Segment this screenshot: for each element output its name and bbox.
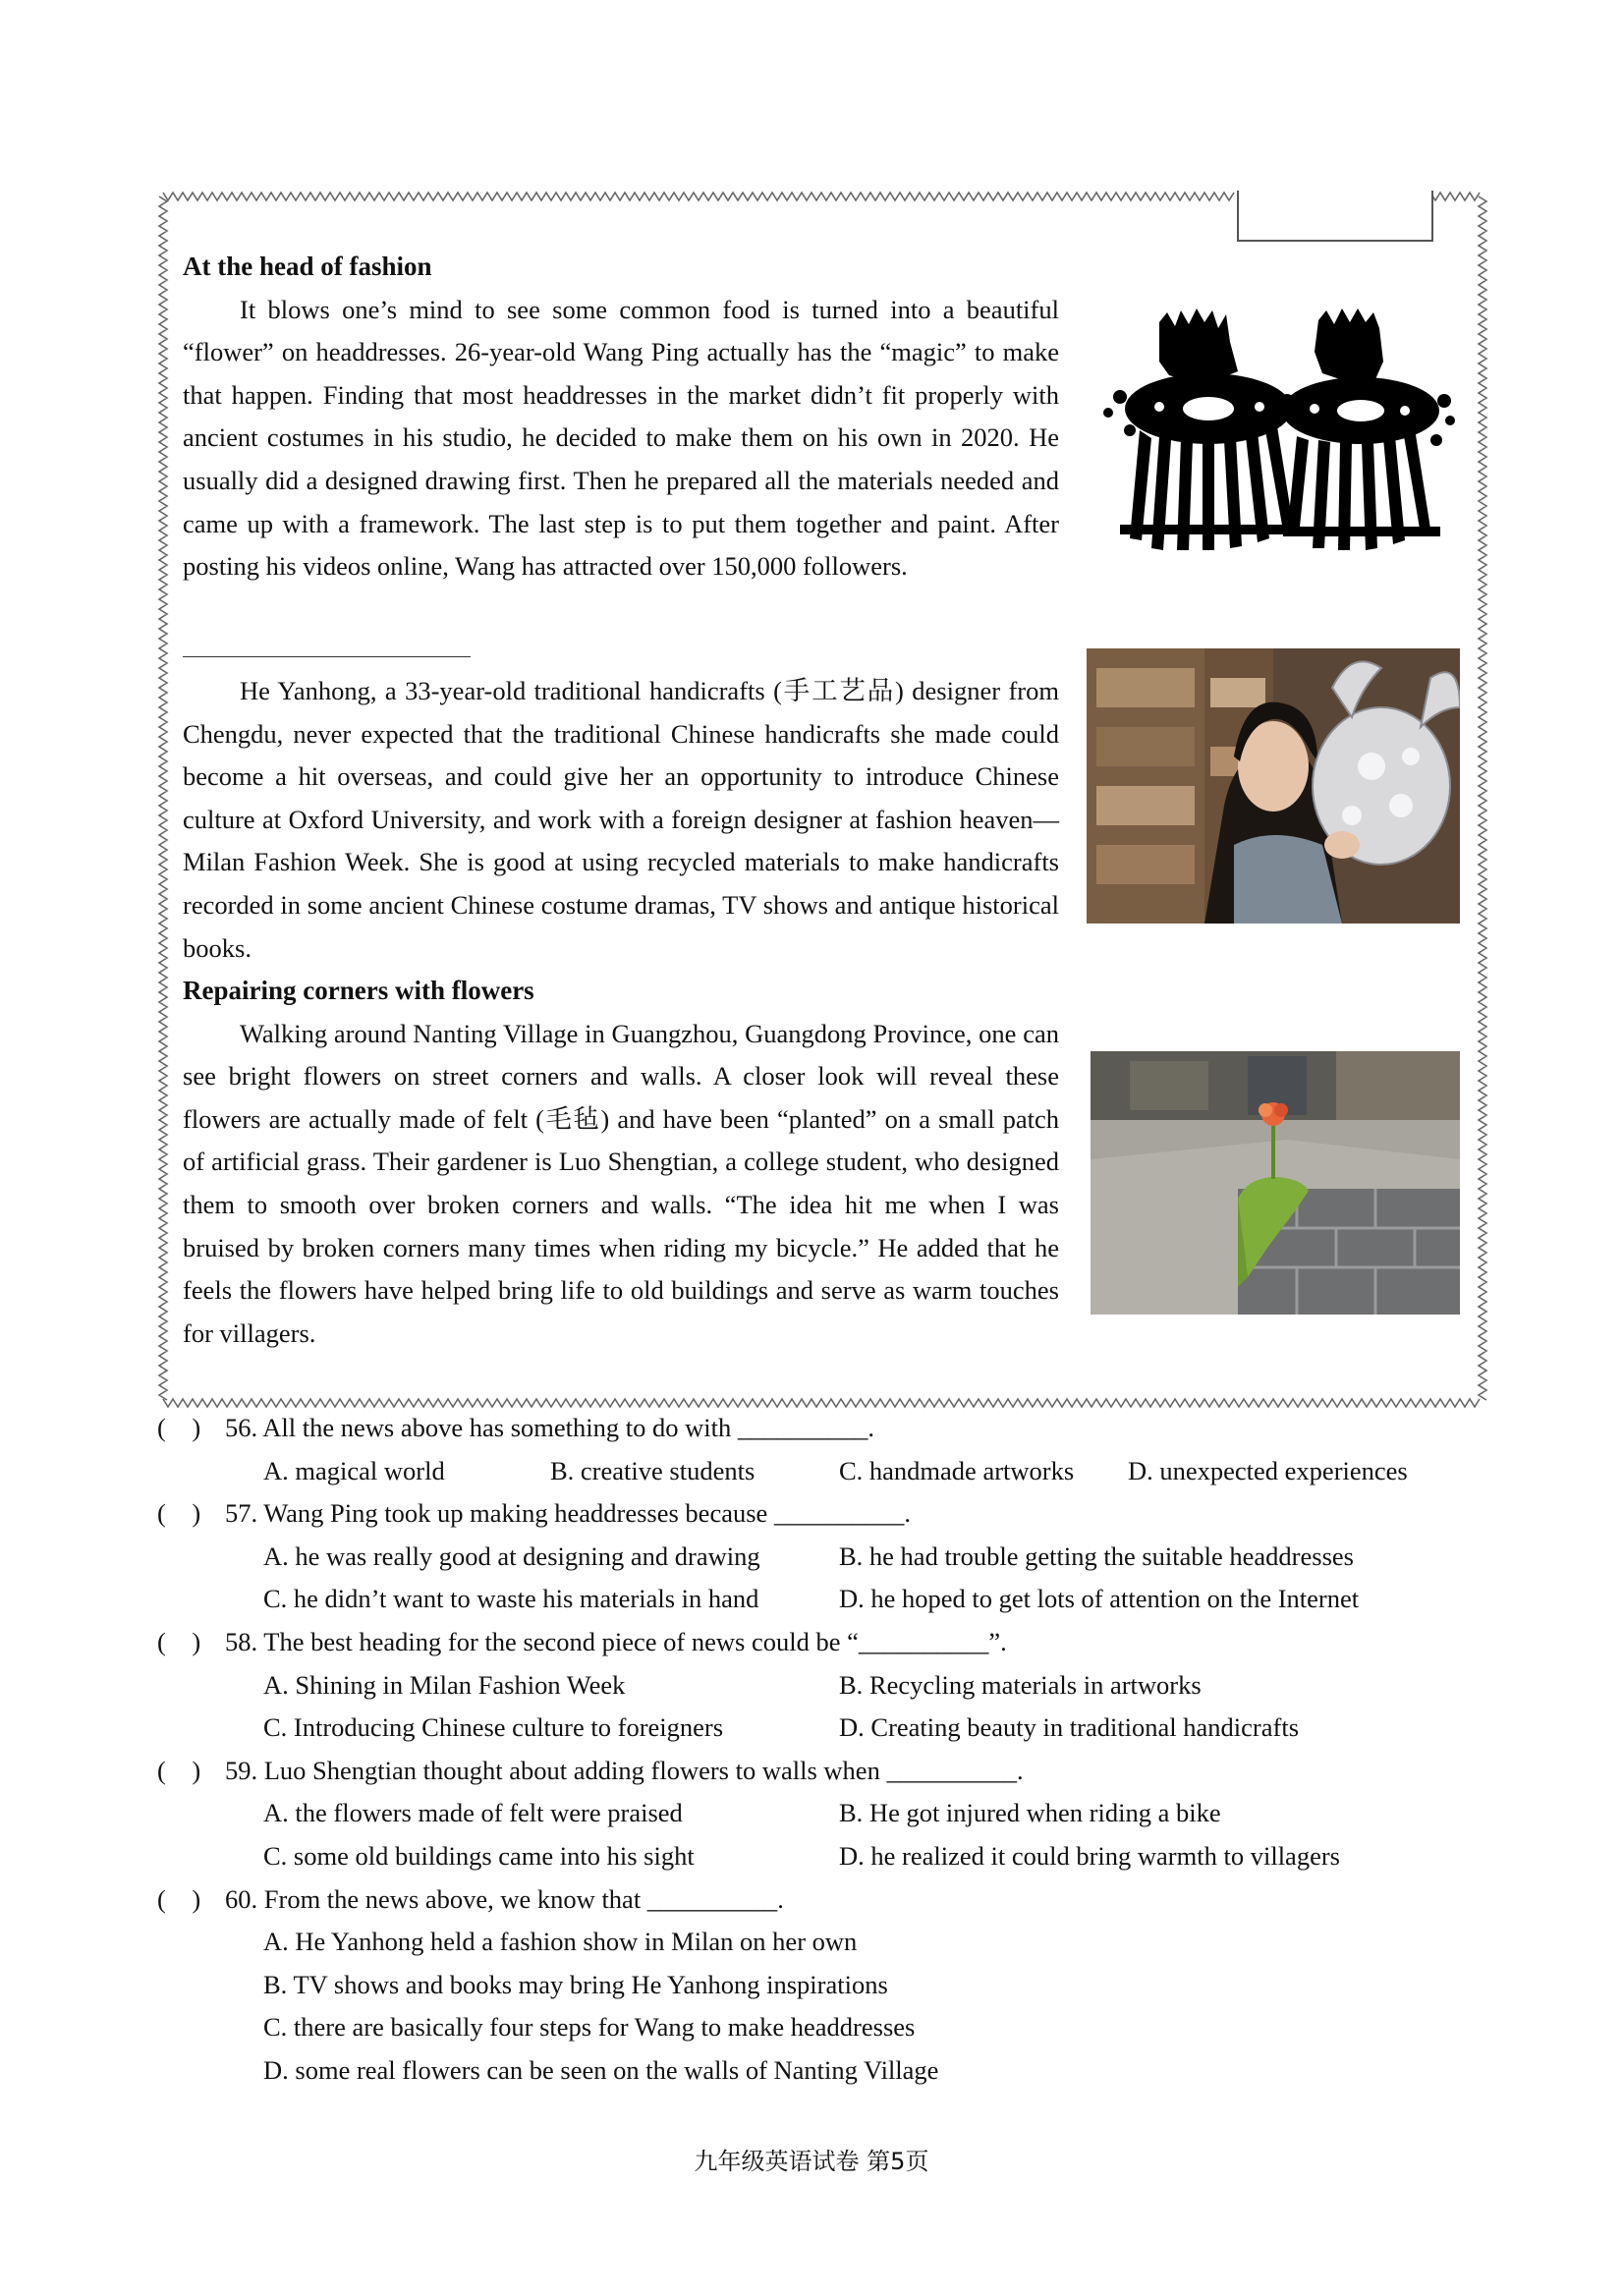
question-59 xyxy=(157,1750,1513,1878)
section-divider-line xyxy=(183,656,471,657)
option-c[interactable]: C. there are basically four steps for Wang to make headdresses xyxy=(263,2012,916,2043)
question-stem-row xyxy=(157,1878,1513,1922)
section-heading: Repairing corners with flowers xyxy=(183,976,534,1005)
answer-bracket[interactable]: ( ) xyxy=(157,1755,201,1785)
answer-bracket[interactable]: ( ) xyxy=(157,1413,201,1442)
option-a[interactable]: A. he was really good at designing and drawing xyxy=(263,1540,760,1571)
option-b[interactable]: B. TV shows and books may bring He Yanhong inspirations xyxy=(263,1969,888,1999)
option-c[interactable]: C. Introducing Chinese culture to foreigners xyxy=(263,1712,724,1743)
option-a[interactable]: A. the flowers made of felt were praised xyxy=(263,1798,683,1828)
section-head-of-fashion xyxy=(183,246,1059,588)
section-paragraph: Walking around Nanting Village in Guangzhou, Guangdong Province, one can see bright flowers on street corners and walls. A closer look will reveal these flowers are actually made of felt (毛毡) and have been “planted” on a small patch of artificial grass. Their gardener is Luo Shengtian, a college student, who designed them to smooth over broken corners and walls. “The idea hit me when I was bruised by broken corners many times when riding my bicycle.” He added that he feels the flowers have helped bring life to old buildings and serve as warm touches for villagers. xyxy=(183,1018,1059,1348)
felt-flower-photo xyxy=(1091,1051,1460,1315)
option-row xyxy=(157,1835,1513,1878)
question-stem: 58. The best heading for the second piece of news could be “__________”. xyxy=(225,1626,1007,1656)
page-footer: 九年级英语试卷 第5页 xyxy=(694,2148,929,2175)
option-b[interactable]: B. creative students xyxy=(550,1455,756,1485)
option-a[interactable]: A. magical world xyxy=(263,1455,445,1485)
question-set xyxy=(157,1407,1513,2093)
option-d[interactable]: D. he realized it could bring warmth to villagers xyxy=(839,1840,1340,1871)
question-58 xyxy=(157,1621,1513,1750)
score-tab-box xyxy=(1237,191,1433,242)
option-c[interactable]: C. he didn’t want to waste his materials in hand xyxy=(263,1584,759,1614)
question-stem-row xyxy=(157,1492,1513,1536)
question-stem-row xyxy=(157,1750,1513,1793)
section-paragraph: It blows one’s mind to see some common food is turned into a beautiful “flower” on headdresses. 26-year-old Wang Ping actually has the “magic” to make that happen. Finding that most headdresses in the market didn’t fit properly with ancient costumes in his studio, he decided to make them on his own in 2020. He usually did a designed drawing first. Then he prepared all the materials needed and came up with a framework. The last step is to put them together and paint. After posting his videos online, Wang has attracted over 150,000 followers. xyxy=(183,294,1059,582)
option-row xyxy=(157,2049,1513,2093)
option-row xyxy=(157,1964,1513,2007)
option-a[interactable]: A. He Yanhong held a fashion show in Milan on her own xyxy=(263,1927,858,1957)
question-stem-row xyxy=(157,1407,1513,1450)
answer-bracket[interactable]: ( ) xyxy=(157,1883,201,1914)
option-row xyxy=(157,1536,1513,1579)
question-57 xyxy=(157,1492,1513,1621)
option-d[interactable]: D. Creating beauty in traditional handicrafts xyxy=(839,1712,1300,1743)
option-d[interactable]: D. some real flowers can be seen on the walls of Nanting Village xyxy=(263,2054,939,2085)
option-row xyxy=(157,1707,1513,1750)
answer-bracket[interactable]: ( ) xyxy=(157,1498,201,1529)
question-stem-row xyxy=(157,1621,1513,1664)
question-stem: 56. All the news above has something to do with __________. xyxy=(225,1413,874,1442)
option-row xyxy=(157,1578,1513,1621)
question-stem: 59. Luo Shengtian thought about adding flowers to walls when __________. xyxy=(225,1755,1024,1785)
option-c[interactable]: C. handmade artworks xyxy=(839,1455,1075,1485)
option-row xyxy=(157,1450,1513,1493)
reading-passage xyxy=(183,246,1470,1405)
option-d[interactable]: D. he hoped to get lots of attention on the Internet xyxy=(839,1584,1360,1614)
section-paragraph: He Yanhong, a 33-year-old traditional handicrafts (手工艺品) designer from Chengdu, never expected that the traditional Chinese handicrafts she made could become a hit overseas, and could give her an opportunity to introduce Chinese culture at Oxford University, and work with a foreign designer at fashion heaven—Milan Fashion Week. She is good at using recycled materials to make handicrafts recorded in some ancient Chinese costume dramas, TV shows and antique historical books. xyxy=(183,676,1059,963)
section-heading: At the head of fashion xyxy=(183,252,432,281)
option-row xyxy=(157,2006,1513,2049)
question-60 xyxy=(157,1878,1513,2093)
option-b[interactable]: B. he had trouble getting the suitable headdresses xyxy=(839,1540,1354,1571)
question-56 xyxy=(157,1407,1513,1492)
option-c[interactable]: C. some old buildings came into his sight xyxy=(263,1840,695,1871)
option-d[interactable]: D. unexpected experiences xyxy=(1128,1455,1408,1485)
section-he-yanhong xyxy=(183,670,1059,970)
option-row xyxy=(157,1792,1513,1835)
option-b[interactable]: B. Recycling materials in artworks xyxy=(839,1669,1202,1700)
question-stem: 60. From the news above, we know that __________. xyxy=(225,1883,784,1914)
option-row xyxy=(157,1921,1513,1964)
option-row xyxy=(157,1664,1513,1708)
option-a[interactable]: A. Shining in Milan Fashion Week xyxy=(263,1669,626,1700)
option-b[interactable]: B. He got injured when riding a bike xyxy=(839,1798,1221,1828)
answer-bracket[interactable]: ( ) xyxy=(157,1626,201,1656)
designer-photo xyxy=(1087,648,1460,924)
section-repairing-corners xyxy=(183,970,1059,1355)
question-stem: 57. Wang Ping took up making headdresses because __________. xyxy=(225,1498,912,1529)
headdress-illustration xyxy=(1091,303,1464,560)
